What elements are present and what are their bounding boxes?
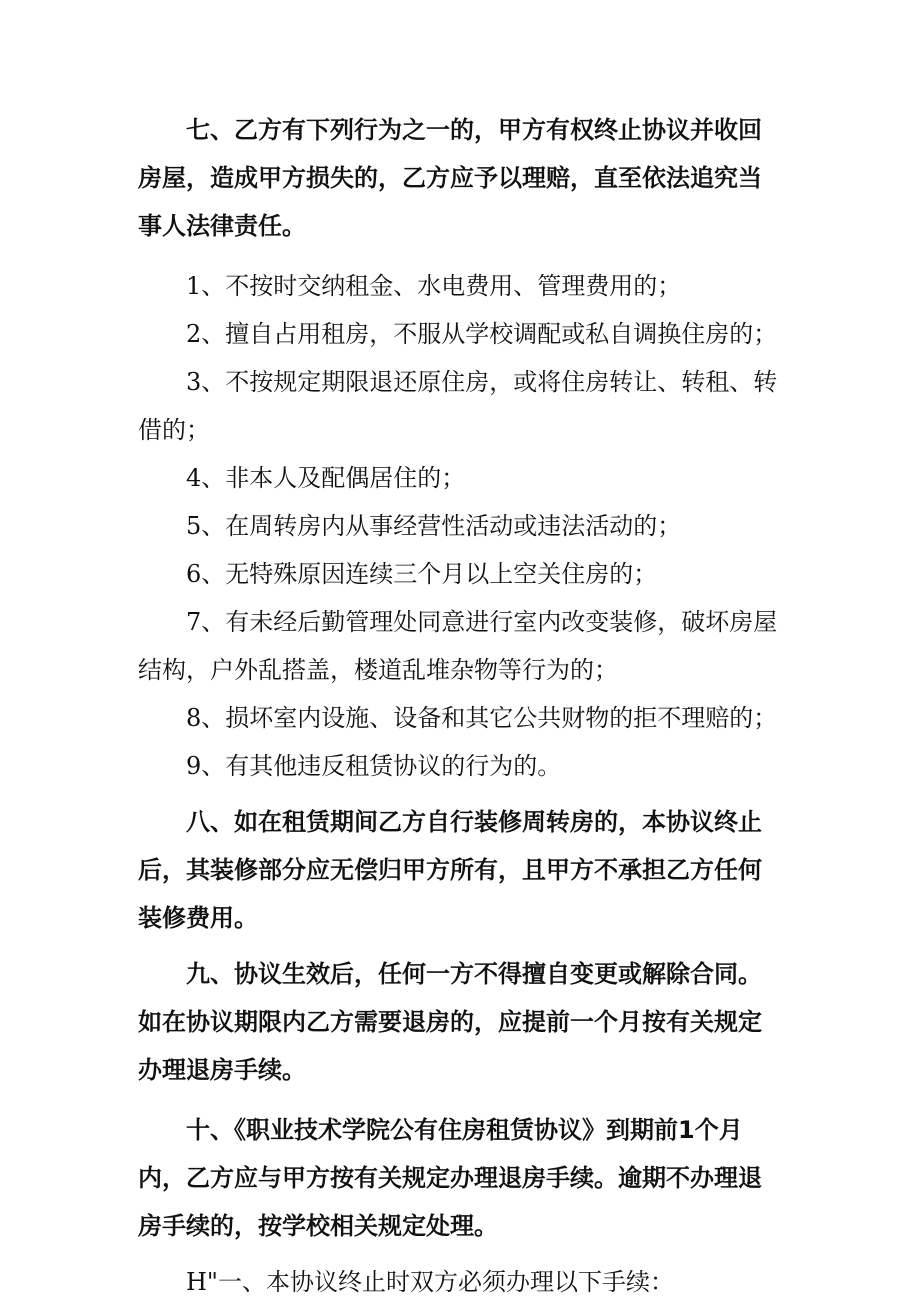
- list-item-8: 8、损坏室内设施、设备和其它公共财物的拒不理赔的；: [186, 704, 778, 732]
- clause-7: 七、乙方有下列行为之一的，甲方有权终止协议并收回房屋，造成甲方损失的，乙方应予以理赔，直至依法追究当事人法律责任。: [138, 116, 762, 240]
- clause-11: H"一、本协议终止时双方必须办理以下手续：: [186, 1268, 674, 1296]
- list-item-2: 2、擅自占用租房，不服从学校调配或私自调换住房的；: [186, 320, 778, 348]
- list-item-9: 9、有其他违反租赁协议的行为的。: [186, 752, 562, 780]
- list-item-5: 5、在周转房内从事经营性活动或违法活动的；: [186, 512, 682, 540]
- list-item-1: 1、不按时交纳租金、水电费用、管理费用的；: [186, 272, 682, 300]
- list-item-6: 6、无特殊原因连续三个月以上空关住房的；: [186, 560, 658, 588]
- list-item-3: 3、不按规定期限退还原住房，或将住房转让、转租、转借的；: [138, 368, 778, 444]
- list-item-7: 7、有未经后勤管理处同意进行室内改变装修，破坏房屋结构，户外乱搭盖，楼道乱堆杂物等行为的；: [138, 608, 778, 684]
- list-item-4: 4、非本人及配偶居住的；: [186, 464, 466, 492]
- clause-8: 八、如在租赁期间乙方自行装修周转房的，本协议终止后，其装修部分应无偿归甲方所有，且甲方不承担乙方任何装修费用。: [138, 808, 762, 932]
- top-margin: [138, 0, 785, 106]
- clause-10: 十、《职业技术学院公有住房租赁协议》到期前1个月内，乙方应与甲方按有关规定办理退房手续。逾期不办理退房手续的，按学校相关规定处理。: [138, 1116, 762, 1240]
- clause-9: 九、协议生效后，任何一方不得擅自变更或解除合同。如在协议期限内乙方需要退房的，应提前一个月按有关规定办理退房手续。: [138, 960, 762, 1084]
